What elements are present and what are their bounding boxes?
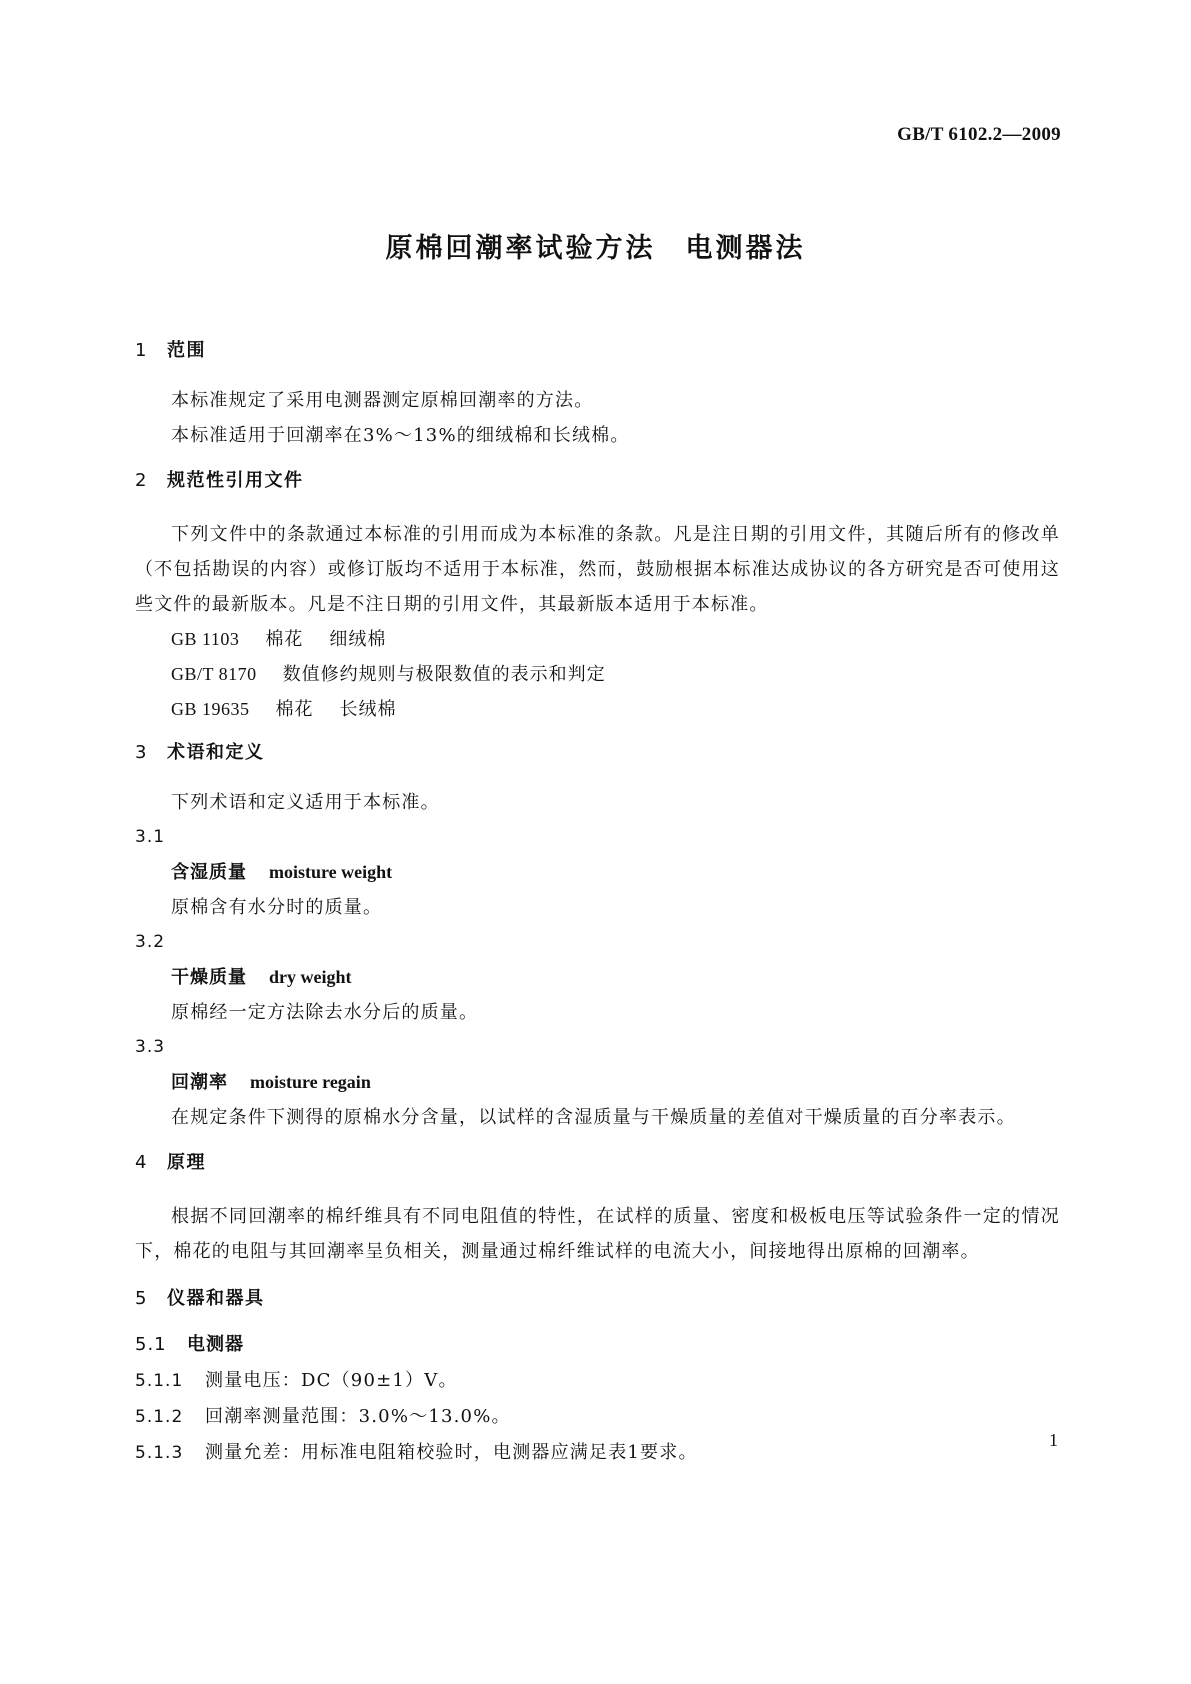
term-definition: 在规定条件下测得的原棉水分含量，以试样的含湿质量与干燥质量的差值对干燥质量的百分率表示。 bbox=[171, 1107, 1016, 1128]
section-number: 1 bbox=[135, 340, 148, 361]
term-heading bbox=[135, 855, 1060, 890]
reference-title: 棉花 bbox=[265, 629, 304, 650]
term-cn: 干燥质量 bbox=[171, 967, 247, 988]
section-title: 仪器和器具 bbox=[167, 1288, 265, 1309]
reference-subtitle: 长绒棉 bbox=[339, 699, 397, 720]
section-title: 原理 bbox=[167, 1152, 206, 1173]
reference-item bbox=[135, 657, 1060, 692]
document-title: 原棉回潮率试验方法 电测器法 bbox=[385, 233, 806, 264]
reference-subtitle: 细绒棉 bbox=[329, 629, 387, 650]
paragraph: 本标准规定了采用电测器测定原棉回潮率的方法。 bbox=[171, 390, 594, 411]
term-number: 3.3 bbox=[135, 1037, 166, 1057]
term-number: 3.1 bbox=[135, 827, 166, 847]
section-title: 范围 bbox=[167, 340, 206, 361]
section-heading-3 bbox=[135, 735, 1060, 771]
term-en: moisture weight bbox=[269, 862, 393, 882]
term-definition: 原棉经一定方法除去水分后的质量。 bbox=[171, 1002, 479, 1023]
paragraph: 本标准适用于回潮率在3%～13%的细绒棉和长绒棉。 bbox=[171, 425, 630, 446]
term-heading bbox=[135, 1065, 1060, 1100]
subsection-heading bbox=[135, 1327, 1060, 1363]
reference-code: GB 19635 bbox=[171, 699, 250, 719]
paragraph: 根据不同回潮率的棉纤维具有不同电阻值的特性，在试样的质量、密度和极板电压等试验条件一定的情况下，棉花的电阻与其回潮率呈负相关，测量通过棉纤维试样的电流大小，间接地得出原棉的回潮率。 bbox=[135, 1206, 1060, 1262]
paragraph: 下列术语和定义适用于本标准。 bbox=[171, 792, 440, 813]
section-heading-1 bbox=[135, 333, 1060, 369]
section-number: 5 bbox=[135, 1288, 148, 1309]
clause-item bbox=[135, 1363, 1060, 1399]
clause-item bbox=[135, 1399, 1060, 1435]
reference-title: 数值修约规则与极限数值的表示和判定 bbox=[282, 664, 606, 685]
term-en: dry weight bbox=[269, 967, 352, 987]
term-number: 3.2 bbox=[135, 932, 166, 952]
clause-text: 测量电压：DC（90±1）V。 bbox=[205, 1370, 458, 1391]
section-number: 2 bbox=[135, 470, 148, 491]
clause-number: 5.1.3 bbox=[135, 1443, 184, 1463]
paragraph: 下列文件中的条款通过本标准的引用而成为本标准的条款。凡是注日期的引用文件，其随后所有的修改单（不包括勘误的内容）或修订版均不适用于本标准，然而，鼓励根据本标准达成协议的各方研究是否可使用这些文件的最新版本。凡是不注日期的引用文件，其最新版本适用于本标准。 bbox=[135, 524, 1060, 615]
term-heading bbox=[135, 960, 1060, 995]
clause-text: 测量允差：用标准电阻箱校验时，电测器应满足表1要求。 bbox=[205, 1442, 698, 1463]
clause-text: 回潮率测量范围：3.0%～13.0%。 bbox=[205, 1406, 511, 1427]
document-body bbox=[135, 333, 1060, 1471]
term-en: moisture regain bbox=[250, 1072, 371, 1092]
section-heading-2 bbox=[135, 463, 1060, 499]
reference-title: 棉花 bbox=[275, 699, 314, 720]
section-heading-5 bbox=[135, 1281, 1060, 1317]
section-title: 规范性引用文件 bbox=[167, 470, 304, 491]
reference-item bbox=[135, 622, 1060, 657]
clause-item bbox=[135, 1435, 1060, 1471]
section-number: 4 bbox=[135, 1152, 148, 1173]
clause-number: 5.1.2 bbox=[135, 1407, 184, 1427]
reference-code: GB 1103 bbox=[171, 629, 240, 649]
term-cn: 含湿质量 bbox=[171, 862, 247, 883]
section-heading-4 bbox=[135, 1145, 1060, 1181]
reference-item bbox=[135, 692, 1060, 727]
reference-code: GB/T 8170 bbox=[171, 664, 257, 684]
subsection-title: 电测器 bbox=[187, 1334, 244, 1355]
term-definition: 原棉含有水分时的质量。 bbox=[171, 897, 383, 918]
subsection-number: 5.1 bbox=[135, 1334, 167, 1355]
term-cn: 回潮率 bbox=[171, 1072, 228, 1093]
standard-code: GB/T 6102.2—2009 bbox=[897, 124, 1061, 145]
section-number: 3 bbox=[135, 742, 148, 763]
page-number: 1 bbox=[1049, 1430, 1058, 1450]
section-title: 术语和定义 bbox=[167, 742, 265, 763]
clause-number: 5.1.1 bbox=[135, 1371, 184, 1391]
